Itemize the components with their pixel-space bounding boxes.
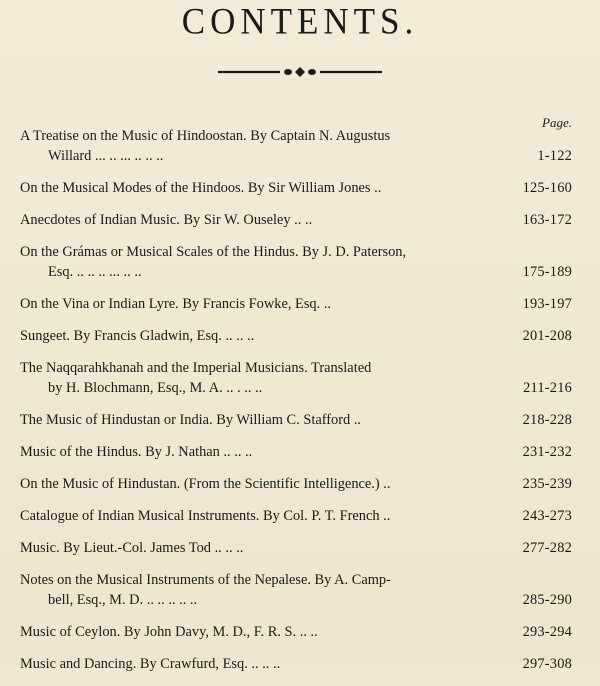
entry-pages: 163-172 bbox=[522, 212, 572, 228]
contents-entry bbox=[20, 126, 572, 178]
contents-entry bbox=[20, 622, 572, 654]
entry-title-line: On the Musical Modes of the Hindoos. By Sir William Jones .. bbox=[20, 180, 382, 196]
entry-title-line: Anecdotes of Indian Music. By Sir W. Ouseley .. .. bbox=[20, 212, 313, 228]
entry-title-line: Music of the Hindus. By J. Nathan .. .. .. bbox=[20, 444, 253, 460]
contents-entry bbox=[20, 210, 572, 242]
contents-entry bbox=[20, 538, 572, 570]
entry-pages: 125-160 bbox=[522, 180, 572, 196]
contents-entry bbox=[20, 570, 572, 622]
entry-title-line: Music and Dancing. By Crawfurd, Esq. .. .. .. bbox=[20, 656, 281, 672]
entry-title-line: Willard ... .. ... .. .. .. bbox=[48, 148, 164, 164]
contents-entry bbox=[20, 326, 572, 358]
contents-entry bbox=[20, 474, 572, 506]
contents-list bbox=[20, 126, 572, 686]
page-title: CONTENTS. bbox=[181, 1, 419, 42]
entry-pages: 231-232 bbox=[522, 444, 572, 460]
entry-title-line: A Treatise on the Music of Hindoostan. By Captain N. Augustus bbox=[20, 128, 391, 144]
entry-pages: 235-239 bbox=[522, 476, 572, 492]
contents-entry bbox=[20, 442, 572, 474]
contents-entry bbox=[20, 410, 572, 442]
entry-title-line: Music of Ceylon. By John Davy, M. D., F. R. S. .. .. bbox=[20, 624, 318, 640]
entry-title-line: by H. Blochmann, Esq., M. A. .. . .. .. bbox=[48, 380, 263, 396]
entry-pages: 285-290 bbox=[522, 592, 572, 608]
entry-pages: 293-294 bbox=[522, 624, 572, 640]
entry-title-line: The Naqqarahkhanah and the Imperial Musicians. Translated bbox=[20, 360, 372, 376]
entry-title-line: Sungeet. By Francis Gladwin, Esq. .. .. .. bbox=[20, 328, 255, 344]
entry-pages: 297-308 bbox=[522, 656, 572, 672]
entry-pages: 201-208 bbox=[522, 328, 572, 344]
contents-entry bbox=[20, 242, 572, 294]
entry-title-line: Catalogue of Indian Musical Instruments. By Col. P. T. French .. bbox=[20, 508, 391, 524]
contents-entry bbox=[20, 294, 572, 326]
ornament-rule bbox=[218, 65, 382, 79]
entry-title-line: Esq. .. .. .. ... .. .. bbox=[48, 264, 142, 280]
contents-entry bbox=[20, 358, 572, 410]
entry-title-line: On the Music of Hindustan. (From the Scientific Intelligence.) .. bbox=[20, 476, 391, 492]
contents-entry bbox=[20, 654, 572, 686]
entry-pages: 1-122 bbox=[537, 148, 572, 164]
entry-title-line: bell, Esq., M. D. .. .. .. .. .. bbox=[48, 592, 198, 608]
contents-entry bbox=[20, 178, 572, 210]
entry-pages: 175-189 bbox=[522, 264, 572, 280]
entry-pages: 193-197 bbox=[522, 296, 572, 312]
entry-title-line: Notes on the Musical Instruments of the Nepalese. By A. Camp- bbox=[20, 572, 391, 588]
entry-pages: 218-228 bbox=[522, 412, 572, 428]
page-column-label: Page. bbox=[542, 115, 572, 130]
entry-title-line: Music. By Lieut.-Col. James Tod .. .. .. bbox=[20, 540, 244, 556]
entry-pages: 277-282 bbox=[522, 540, 572, 556]
entry-pages: 211-216 bbox=[523, 380, 572, 396]
entry-title-line: On the Grámas or Musical Scales of the Hindus. By J. D. Paterson, bbox=[20, 244, 407, 260]
entry-title-line: On the Vina or Indian Lyre. By Francis Fowke, Esq. .. bbox=[20, 296, 332, 312]
entry-pages: 243-273 bbox=[522, 508, 572, 524]
entry-title-line: The Music of Hindustan or India. By William C. Stafford .. bbox=[20, 412, 362, 428]
contents-entry bbox=[20, 506, 572, 538]
